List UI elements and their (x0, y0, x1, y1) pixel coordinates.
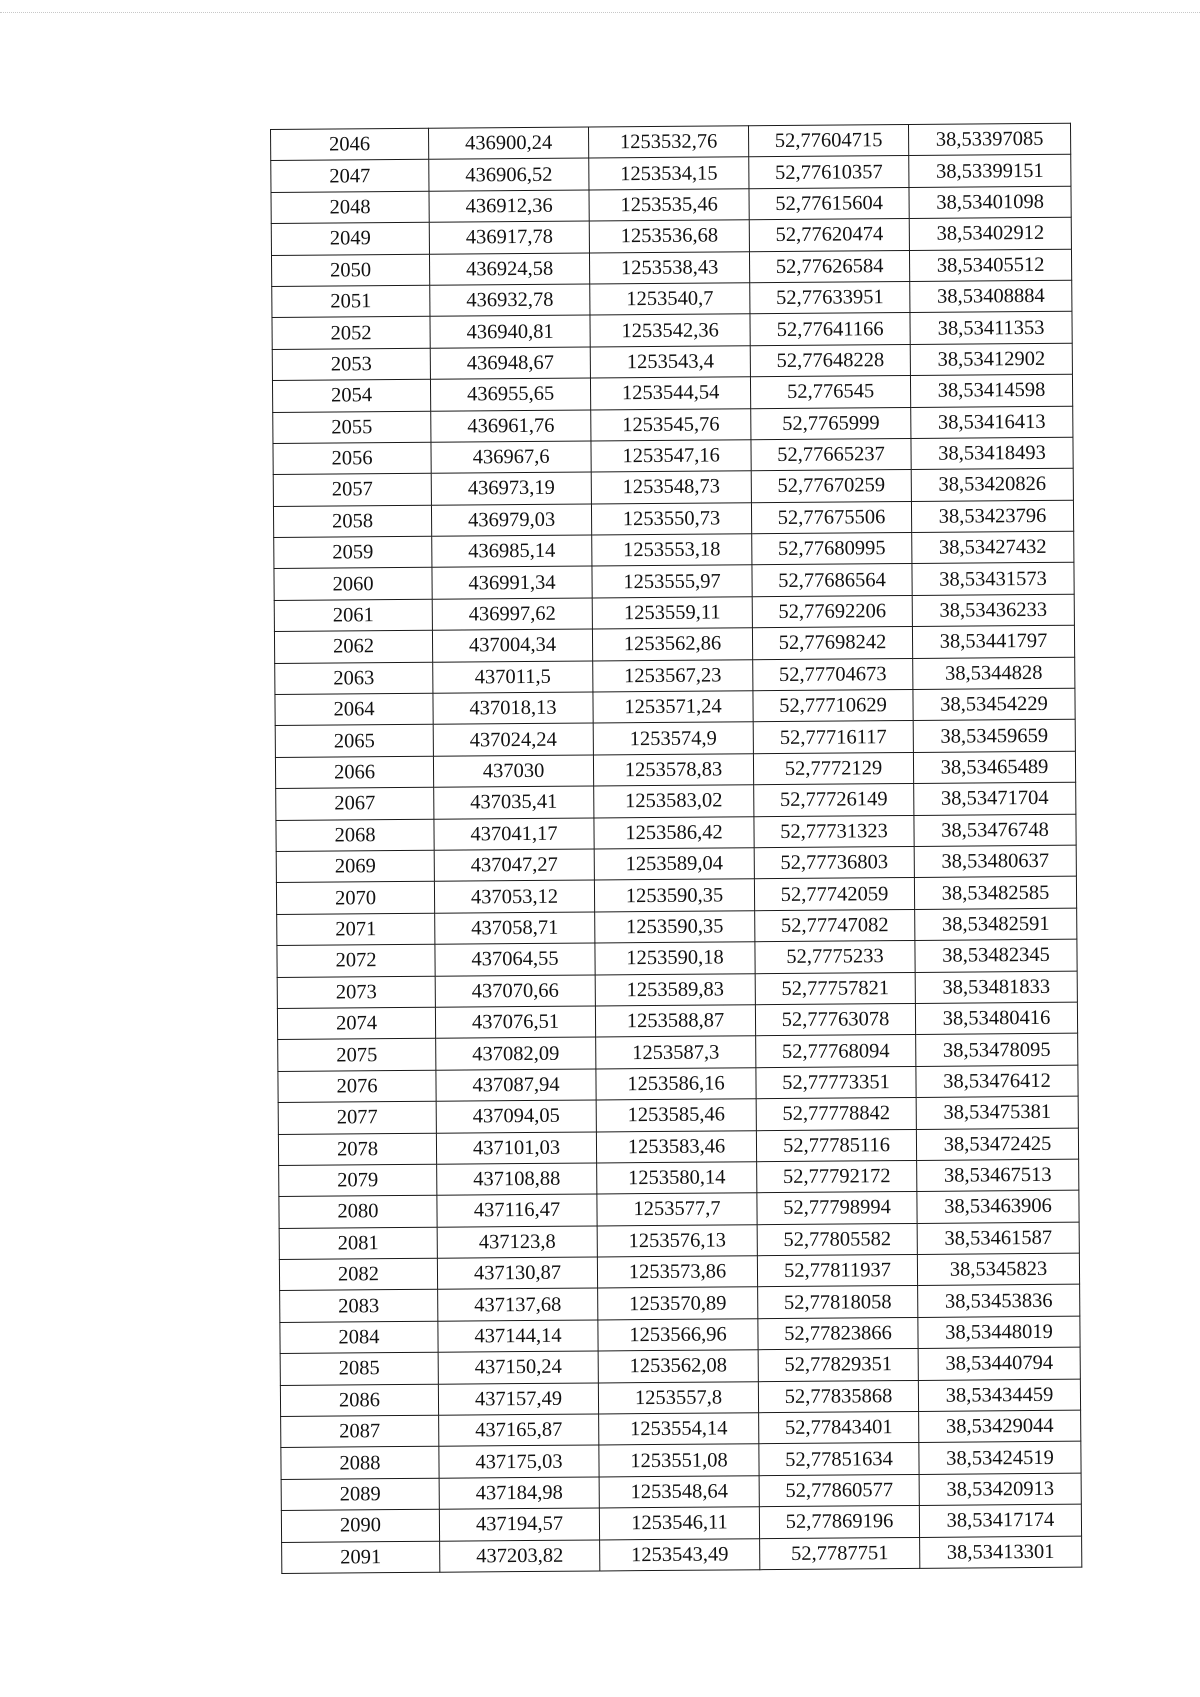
y-coordinate-cell: 1253585,46 (596, 1099, 756, 1132)
longitude-cell: 38,53478095 (916, 1034, 1078, 1067)
latitude-cell: 52,77823866 (758, 1317, 918, 1350)
point-number-cell: 2053 (272, 348, 430, 381)
x-coordinate-cell: 436973,19 (431, 472, 591, 505)
longitude-cell: 38,53472425 (916, 1128, 1078, 1161)
longitude-cell: 38,53475381 (916, 1096, 1078, 1129)
longitude-cell: 38,53412902 (910, 343, 1072, 376)
x-coordinate-cell: 437058,71 (435, 912, 595, 945)
latitude-cell: 52,77610357 (749, 156, 909, 189)
longitude-cell: 38,53453836 (918, 1285, 1080, 1318)
point-number-cell: 2078 (278, 1133, 436, 1166)
longitude-cell: 38,53414598 (910, 374, 1072, 407)
x-coordinate-cell: 437076,51 (435, 1006, 595, 1039)
point-number-cell: 2058 (273, 505, 431, 538)
coordinates-table (270, 123, 1082, 1574)
latitude-cell: 52,7765999 (751, 407, 911, 440)
longitude-cell: 38,53397085 (908, 123, 1070, 156)
longitude-cell: 38,5345823 (917, 1253, 1079, 1286)
y-coordinate-cell: 1253540,7 (590, 283, 750, 316)
latitude-cell: 52,77763078 (755, 1003, 915, 1036)
point-number-cell: 2054 (272, 379, 430, 412)
x-coordinate-cell: 437070,66 (435, 975, 595, 1008)
x-coordinate-cell: 437123,8 (437, 1226, 597, 1259)
point-number-cell: 2079 (279, 1164, 437, 1197)
point-number-cell: 2049 (271, 222, 429, 255)
point-number-cell: 2068 (276, 819, 434, 852)
longitude-cell: 38,53463906 (917, 1190, 1079, 1223)
latitude-cell: 52,77675506 (751, 501, 911, 534)
latitude-cell: 52,77792172 (757, 1160, 917, 1193)
longitude-cell: 38,53411353 (910, 312, 1072, 345)
y-coordinate-cell: 1253535,46 (589, 189, 749, 222)
longitude-cell: 38,53420826 (911, 468, 1073, 501)
longitude-cell: 38,53441797 (912, 625, 1074, 658)
x-coordinate-cell: 437108,88 (437, 1163, 597, 1196)
point-number-cell: 2047 (271, 160, 429, 193)
longitude-cell: 38,53454229 (913, 688, 1075, 721)
longitude-cell: 38,53467513 (917, 1159, 1079, 1192)
x-coordinate-cell: 437150,24 (438, 1351, 598, 1384)
y-coordinate-cell: 1253583,46 (596, 1130, 756, 1163)
table-row (282, 1536, 1082, 1574)
longitude-cell: 38,53461587 (917, 1222, 1079, 1255)
x-coordinate-cell: 437130,87 (437, 1257, 597, 1290)
latitude-cell: 52,77604715 (748, 124, 908, 157)
latitude-cell: 52,77785116 (756, 1129, 916, 1162)
point-number-cell: 2087 (281, 1415, 439, 1448)
x-coordinate-cell: 436917,78 (429, 221, 589, 254)
x-coordinate-cell: 437024,24 (433, 723, 593, 756)
latitude-cell: 52,77805582 (757, 1223, 917, 1256)
x-coordinate-cell: 437041,17 (434, 818, 594, 851)
y-coordinate-cell: 1253586,16 (596, 1067, 756, 1100)
x-coordinate-cell: 437194,57 (439, 1508, 599, 1541)
longitude-cell: 38,53482591 (915, 908, 1077, 941)
longitude-cell: 38,53476748 (914, 814, 1076, 847)
latitude-cell: 52,7772129 (753, 752, 913, 785)
point-number-cell: 2074 (277, 1007, 435, 1040)
y-coordinate-cell: 1253538,43 (589, 251, 749, 284)
y-coordinate-cell: 1253570,89 (598, 1287, 758, 1320)
point-number-cell: 2090 (281, 1509, 439, 1542)
latitude-cell: 52,77692206 (752, 595, 912, 628)
point-number-cell: 2088 (281, 1447, 439, 1480)
latitude-cell: 52,77626584 (749, 250, 909, 283)
longitude-cell: 38,53476412 (916, 1065, 1078, 1098)
latitude-cell: 52,77686564 (752, 564, 912, 597)
y-coordinate-cell: 1253587,3 (596, 1036, 756, 1069)
y-coordinate-cell: 1253534,15 (589, 157, 749, 190)
longitude-cell: 38,53459659 (913, 720, 1075, 753)
latitude-cell: 52,77704673 (753, 658, 913, 691)
latitude-cell: 52,77648228 (750, 344, 910, 377)
point-number-cell: 2072 (277, 944, 435, 977)
y-coordinate-cell: 1253555,97 (592, 565, 752, 598)
point-number-cell: 2073 (277, 976, 435, 1009)
y-coordinate-cell: 1253562,08 (598, 1350, 758, 1383)
point-number-cell: 2067 (276, 787, 434, 820)
longitude-cell: 38,53482345 (915, 939, 1077, 972)
longitude-cell: 38,53482585 (914, 877, 1076, 910)
point-number-cell: 2052 (272, 317, 430, 350)
x-coordinate-cell: 437101,03 (436, 1131, 596, 1164)
longitude-cell: 38,53401098 (909, 186, 1071, 219)
point-number-cell: 2051 (272, 285, 430, 318)
longitude-cell: 38,53417174 (919, 1504, 1081, 1537)
x-coordinate-cell: 437165,87 (439, 1414, 599, 1447)
longitude-cell: 38,53413301 (920, 1536, 1082, 1569)
longitude-cell: 38,53431573 (912, 563, 1074, 596)
latitude-cell: 52,7787751 (760, 1537, 920, 1570)
y-coordinate-cell: 1253532,76 (588, 126, 748, 159)
latitude-cell: 52,77641166 (750, 313, 910, 346)
longitude-cell: 38,53405512 (909, 249, 1071, 282)
latitude-cell: 52,77698242 (752, 627, 912, 660)
y-coordinate-cell: 1253544,54 (590, 377, 750, 410)
y-coordinate-cell: 1253548,73 (591, 471, 751, 504)
point-number-cell: 2077 (278, 1101, 436, 1134)
y-coordinate-cell: 1253547,16 (591, 440, 751, 473)
x-coordinate-cell: 436991,34 (432, 566, 592, 599)
longitude-cell: 38,53480416 (915, 1002, 1077, 1035)
y-coordinate-cell: 1253589,04 (594, 848, 754, 881)
y-coordinate-cell: 1253590,35 (594, 879, 754, 912)
y-coordinate-cell: 1253574,9 (593, 722, 753, 755)
y-coordinate-cell: 1253580,14 (597, 1162, 757, 1195)
x-coordinate-cell: 437087,94 (436, 1069, 596, 1102)
x-coordinate-cell: 437175,03 (439, 1445, 599, 1478)
x-coordinate-cell: 437157,49 (438, 1383, 598, 1416)
x-coordinate-cell: 436961,76 (431, 410, 591, 443)
x-coordinate-cell: 436979,03 (431, 504, 591, 537)
x-coordinate-cell: 436948,67 (430, 347, 590, 380)
y-coordinate-cell: 1253590,35 (595, 910, 755, 943)
x-coordinate-cell: 436900,24 (428, 127, 588, 160)
y-coordinate-cell: 1253551,08 (599, 1444, 759, 1477)
y-coordinate-cell: 1253543,49 (600, 1538, 760, 1571)
latitude-cell: 52,77620474 (749, 219, 909, 252)
y-coordinate-cell: 1253546,11 (599, 1507, 759, 1540)
longitude-cell: 38,53402912 (909, 217, 1071, 250)
x-coordinate-cell: 436967,6 (431, 441, 591, 474)
y-coordinate-cell: 1253557,8 (598, 1381, 758, 1414)
longitude-cell: 38,53408884 (910, 280, 1072, 313)
point-number-cell: 2084 (280, 1321, 438, 1354)
point-number-cell: 2063 (275, 662, 433, 695)
longitude-cell: 38,53480637 (914, 845, 1076, 878)
x-coordinate-cell: 437053,12 (434, 880, 594, 913)
y-coordinate-cell: 1253566,96 (598, 1319, 758, 1352)
latitude-cell: 52,77835868 (758, 1380, 918, 1413)
latitude-cell: 52,77633951 (750, 281, 910, 314)
latitude-cell: 52,77680995 (752, 533, 912, 566)
latitude-cell: 52,77798994 (757, 1192, 917, 1225)
latitude-cell: 52,77811937 (757, 1255, 917, 1288)
point-number-cell: 2080 (279, 1196, 437, 1229)
point-number-cell: 2082 (279, 1258, 437, 1291)
x-coordinate-cell: 436985,14 (432, 535, 592, 568)
x-coordinate-cell: 437018,13 (433, 692, 593, 725)
y-coordinate-cell: 1253583,02 (594, 785, 754, 818)
point-number-cell: 2064 (275, 693, 433, 726)
point-number-cell: 2086 (280, 1384, 438, 1417)
latitude-cell: 52,77773351 (756, 1066, 916, 1099)
point-number-cell: 2060 (274, 568, 432, 601)
longitude-cell: 38,53481833 (915, 971, 1077, 1004)
latitude-cell: 52,7775233 (755, 941, 915, 974)
point-number-cell: 2062 (274, 630, 432, 663)
longitude-cell: 38,53418493 (911, 437, 1073, 470)
point-number-cell: 2055 (273, 411, 431, 444)
latitude-cell: 52,77747082 (755, 909, 915, 942)
point-number-cell: 2066 (275, 756, 433, 789)
longitude-cell: 38,53436233 (912, 594, 1074, 627)
point-number-cell: 2083 (280, 1290, 438, 1323)
longitude-cell: 38,53434459 (918, 1379, 1080, 1412)
point-number-cell: 2061 (274, 599, 432, 632)
point-number-cell: 2076 (278, 1070, 436, 1103)
x-coordinate-cell: 436906,52 (429, 158, 589, 191)
coordinates-table-body (271, 123, 1082, 1573)
y-coordinate-cell: 1253589,83 (595, 973, 755, 1006)
longitude-cell: 38,53440794 (918, 1347, 1080, 1380)
latitude-cell: 52,77829351 (758, 1349, 918, 1382)
point-number-cell: 2048 (271, 191, 429, 224)
longitude-cell: 38,53448019 (918, 1316, 1080, 1349)
latitude-cell: 52,77665237 (751, 438, 911, 471)
y-coordinate-cell: 1253559,11 (592, 597, 752, 630)
x-coordinate-cell: 436997,62 (432, 598, 592, 631)
x-coordinate-cell: 437035,41 (434, 786, 594, 819)
point-number-cell: 2070 (276, 882, 434, 915)
y-coordinate-cell: 1253573,86 (597, 1256, 757, 1289)
point-number-cell: 2056 (273, 442, 431, 475)
y-coordinate-cell: 1253571,24 (593, 691, 753, 724)
y-coordinate-cell: 1253590,18 (595, 942, 755, 975)
y-coordinate-cell: 1253586,42 (594, 816, 754, 849)
latitude-cell: 52,77736803 (754, 846, 914, 879)
y-coordinate-cell: 1253548,64 (599, 1475, 759, 1508)
point-number-cell: 2081 (279, 1227, 437, 1260)
y-coordinate-cell: 1253545,76 (591, 408, 751, 441)
point-number-cell: 2091 (282, 1541, 440, 1574)
longitude-cell: 38,53423796 (911, 500, 1073, 533)
x-coordinate-cell: 437011,5 (433, 661, 593, 694)
point-number-cell: 2069 (276, 850, 434, 883)
y-coordinate-cell: 1253577,7 (597, 1193, 757, 1226)
x-coordinate-cell: 437094,05 (436, 1100, 596, 1133)
longitude-cell: 38,53465489 (913, 751, 1075, 784)
latitude-cell: 52,77768094 (756, 1035, 916, 1068)
point-number-cell: 2071 (277, 913, 435, 946)
point-number-cell: 2089 (281, 1478, 439, 1511)
x-coordinate-cell: 437137,68 (438, 1288, 598, 1321)
x-coordinate-cell: 437203,82 (440, 1540, 600, 1573)
latitude-cell: 52,77726149 (754, 784, 914, 817)
scan-edge-line (0, 12, 1200, 13)
latitude-cell: 52,776545 (750, 376, 910, 409)
y-coordinate-cell: 1253567,23 (593, 659, 753, 692)
latitude-cell: 52,77670259 (751, 470, 911, 503)
y-coordinate-cell: 1253536,68 (589, 220, 749, 253)
latitude-cell: 52,77818058 (758, 1286, 918, 1319)
point-number-cell: 2057 (273, 474, 431, 507)
y-coordinate-cell: 1253576,13 (597, 1224, 757, 1257)
longitude-cell: 38,53416413 (911, 406, 1073, 439)
y-coordinate-cell: 1253553,18 (592, 534, 752, 567)
y-coordinate-cell: 1253578,83 (593, 754, 753, 787)
longitude-cell: 38,53429044 (919, 1410, 1081, 1443)
longitude-cell: 38,53427432 (912, 531, 1074, 564)
latitude-cell: 52,77757821 (755, 972, 915, 1005)
y-coordinate-cell: 1253588,87 (595, 1005, 755, 1038)
x-coordinate-cell: 437184,98 (439, 1477, 599, 1510)
point-number-cell: 2059 (274, 536, 432, 569)
point-number-cell: 2075 (278, 1039, 436, 1072)
point-number-cell: 2065 (275, 725, 433, 758)
y-coordinate-cell: 1253542,36 (590, 314, 750, 347)
x-coordinate-cell: 437004,34 (432, 629, 592, 662)
x-coordinate-cell: 436940,81 (430, 315, 590, 348)
x-coordinate-cell: 437047,27 (434, 849, 594, 882)
longitude-cell: 38,53424519 (919, 1442, 1081, 1475)
latitude-cell: 52,77851634 (759, 1443, 919, 1476)
longitude-cell: 38,53471704 (914, 782, 1076, 815)
latitude-cell: 52,77860577 (759, 1474, 919, 1507)
x-coordinate-cell: 437064,55 (435, 943, 595, 976)
y-coordinate-cell: 1253554,14 (599, 1413, 759, 1446)
latitude-cell: 52,77710629 (753, 689, 913, 722)
x-coordinate-cell: 436932,78 (430, 284, 590, 317)
y-coordinate-cell: 1253562,86 (592, 628, 752, 661)
x-coordinate-cell: 436912,36 (429, 190, 589, 223)
longitude-cell: 38,5344828 (913, 657, 1075, 690)
x-coordinate-cell: 437030 (433, 755, 593, 788)
latitude-cell: 52,77742059 (754, 878, 914, 911)
latitude-cell: 52,77731323 (754, 815, 914, 848)
longitude-cell: 38,53420913 (919, 1473, 1081, 1506)
y-coordinate-cell: 1253543,4 (590, 345, 750, 378)
x-coordinate-cell: 437082,09 (436, 1037, 596, 1070)
point-number-cell: 2046 (271, 128, 429, 161)
x-coordinate-cell: 437144,14 (438, 1320, 598, 1353)
latitude-cell: 52,77778842 (756, 1098, 916, 1131)
longitude-cell: 38,53399151 (909, 155, 1071, 188)
latitude-cell: 52,77716117 (753, 721, 913, 754)
latitude-cell: 52,77615604 (749, 187, 909, 220)
x-coordinate-cell: 437116,47 (437, 1194, 597, 1227)
y-coordinate-cell: 1253550,73 (591, 502, 751, 535)
latitude-cell: 52,77869196 (759, 1506, 919, 1539)
x-coordinate-cell: 436955,65 (430, 378, 590, 411)
latitude-cell: 52,77843401 (759, 1411, 919, 1444)
x-coordinate-cell: 436924,58 (429, 253, 589, 286)
point-number-cell: 2050 (271, 254, 429, 287)
point-number-cell: 2085 (280, 1352, 438, 1385)
